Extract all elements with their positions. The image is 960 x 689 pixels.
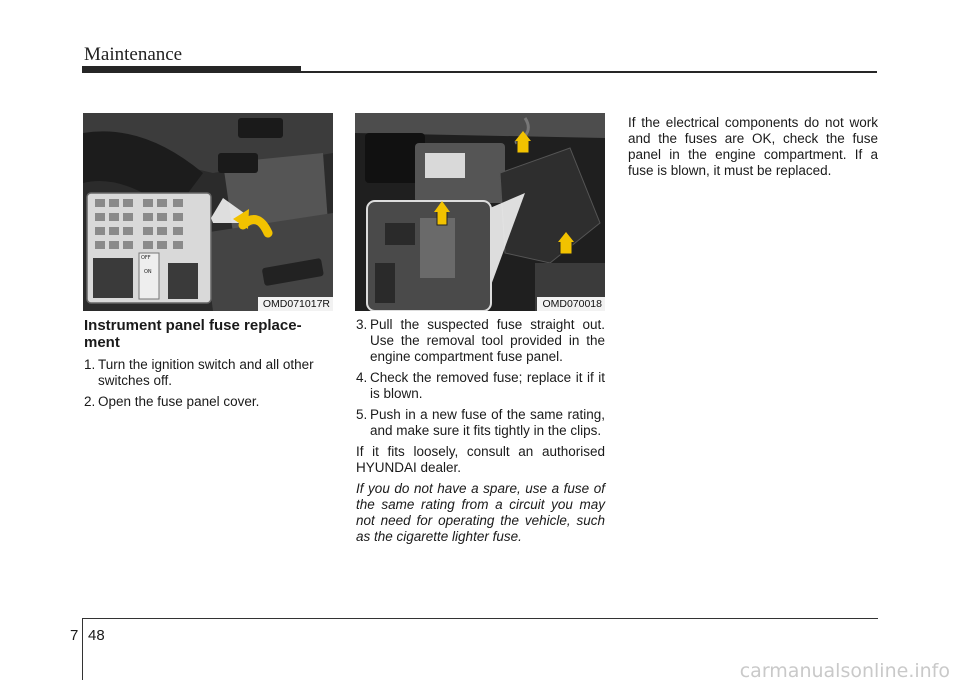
switch-label-off: OFF <box>141 255 151 261</box>
watermark: carmanualsonline.info <box>739 660 950 682</box>
step-text: Turn the ignition switch and all other switches off. <box>98 357 314 388</box>
body-paragraph: If the electrical components do not work and the fuses are OK, check the fuse panel in the engine compartment. If a fuse is blown, it must be replaced. <box>628 115 878 178</box>
column-1 <box>84 317 334 415</box>
list-item <box>356 407 605 439</box>
step-text: Push in a new fuse of the same rating, and make sure it fits tightly in the clips. <box>370 407 605 438</box>
step-number: 4. <box>356 370 368 385</box>
page-number: 48 <box>88 627 105 644</box>
section-heading: Instrument panel fuse replace-ment <box>84 317 302 351</box>
list-item <box>356 370 605 402</box>
italic-note: If you do not have a spare, use a fuse of the same rating from a circuit you may not need for operating the vehicle, such as the cigarette lighter fuse. <box>356 481 605 544</box>
footer-rule <box>82 618 878 619</box>
list-item <box>356 317 605 365</box>
column-3 <box>628 115 878 184</box>
step-number: 2. <box>84 394 96 409</box>
step-number: 3. <box>356 317 368 332</box>
photo-caption: OMD071017R <box>258 297 333 311</box>
list-item <box>84 357 334 389</box>
photo-instrument-panel <box>83 113 333 311</box>
header-title: Maintenance <box>84 44 183 65</box>
list-item <box>84 394 334 410</box>
step-text: Open the fuse panel cover. <box>98 394 260 409</box>
chapter-number: 7 <box>70 627 79 644</box>
column-2 <box>356 317 605 550</box>
step-text: Check the removed fuse; replace it if it is blown. <box>370 370 605 401</box>
step-number: 5. <box>356 407 368 422</box>
switch-label-on: ON <box>144 269 152 275</box>
photo-engine-compartment <box>355 113 605 311</box>
footer-divider <box>82 618 83 680</box>
step-text: Pull the suspected fuse straight out. Use the removal tool provided in the engine compartment fuse panel. <box>370 317 605 364</box>
body-paragraph: If it fits loosely, consult an authorised HYUNDAI dealer. <box>356 444 605 475</box>
photo-caption: OMD070018 <box>537 297 605 311</box>
header-bar <box>82 66 301 73</box>
header-rule <box>301 71 877 73</box>
step-number: 1. <box>84 357 96 372</box>
